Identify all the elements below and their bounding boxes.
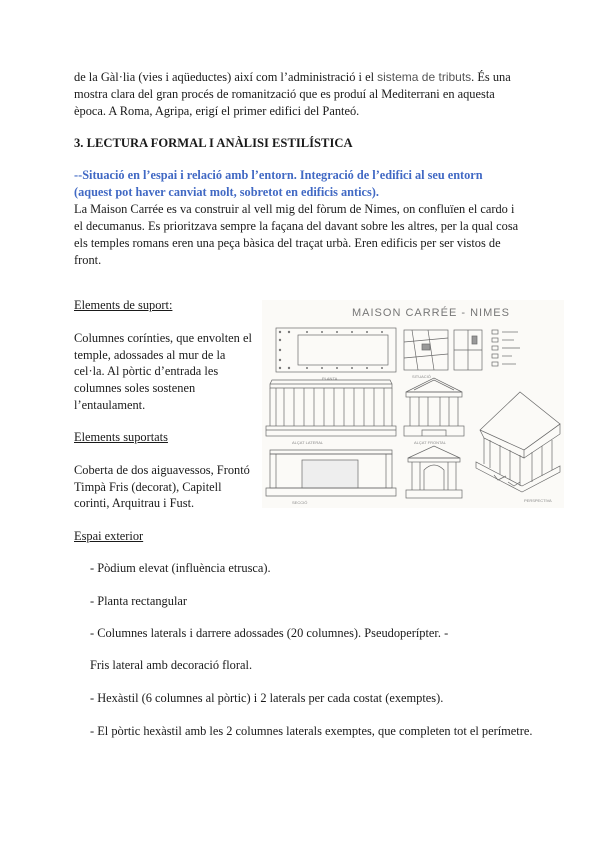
intro-line-1-end: . És una: [471, 70, 511, 84]
plan-drawing: [276, 328, 396, 381]
intro-tributs-text: sistema de tributs: [377, 70, 472, 84]
label-section: SECCIÓ: [292, 500, 308, 505]
situacio-body-line-4: front.: [74, 253, 102, 267]
drawings-svg: [262, 300, 564, 508]
label-site: SITUACIÓ: [412, 374, 431, 379]
suportats-line-2: Timpà Fris (decorat), Capitell: [74, 480, 222, 494]
intro-line-1-text: de la Gàl·lia (vies i aqüeductes) així com l’administració i el: [74, 70, 378, 84]
exterior-item-1: - Pòdium elevat (influència etrusca).: [90, 561, 271, 575]
legend-drawing: [492, 330, 520, 366]
exterior-title: Espai exterior: [74, 529, 144, 543]
suport-line-2: temple, adossades al mur de la: [74, 348, 226, 362]
exterior-item-2: - Planta rectangular: [90, 594, 188, 608]
section-drawing: [266, 450, 396, 505]
suport-line-1: Columnes corínties, que envolten el: [74, 331, 252, 345]
situacio-heading-line-2: (aquest pot haver canviat molt, sobretot en edificis antics).: [74, 185, 379, 199]
intro-line-3: època. A Roma, Agripa, erigí el primer edifici del Panteó.: [74, 104, 360, 118]
suport-line-4: columnes soles sostenen: [74, 381, 196, 395]
label-persp: PERSPECTIVA: [524, 498, 552, 503]
front-elevation-drawing: [404, 378, 464, 445]
suport-line-5: l’entaulament.: [74, 398, 146, 412]
perspective-drawing: [476, 392, 560, 503]
exterior-item-5: - Hexàstil (6 columnes al pòrtic) i 2 laterals per cada costat (exemptes).: [90, 691, 444, 705]
suportats-line-3: corinti, Arquitrau i Fust.: [74, 496, 195, 510]
section-3-heading: 3. LECTURA FORMAL I ANÀLISI ESTILÍSTICA: [74, 136, 353, 150]
exterior-item-6: - El pòrtic hexàstil amb les 2 columnes laterals exemptes, que completen tot el perímetre.: [90, 724, 533, 738]
suport-line-3: cel·la. Al pòrtic d’entrada les: [74, 364, 219, 378]
exterior-item-3: - Columnes laterals i darrere adossades (20 columnes). Pseudoperípter. -: [90, 626, 449, 640]
intro-line-2: mostra clara del gran procés de romanització que es produí al Mediterrani en aquesta: [74, 87, 495, 101]
situacio-body-line-1: La Maison Carrée es va construir al vell mig del fòrum de Nimes, on confluïen el cardo i: [74, 202, 515, 216]
label-front: ALÇAT FRONTAL: [414, 440, 447, 445]
suportats-line-1: Coberta de dos aiguavessos, Frontó: [74, 463, 250, 477]
label-plan: PLANTA: [322, 376, 338, 381]
situacio-heading-line-1: --Situació en l’espai i relació amb l’entorn. Integració de l’edifici al seu entorn: [74, 168, 483, 182]
maison-carree-drawings: [262, 300, 564, 508]
intro-line-1: [74, 69, 511, 86]
suport-title: Elements de suport:: [74, 298, 173, 312]
site-map-drawing: [404, 330, 482, 379]
exterior-item-4: Fris lateral amb decoració floral.: [90, 658, 253, 672]
front-section-drawing: [406, 446, 462, 498]
figure-title: MAISON CARRÉE - NIMES: [352, 307, 510, 319]
situacio-body-line-2: el decumanus. Es prioritzava sempre la façana del davant sobre les altres, per la qual cosa: [74, 219, 519, 233]
label-side: ALÇAT LATERAL: [292, 440, 324, 445]
suportats-title: Elements suportats: [74, 430, 168, 444]
side-elevation-drawing: [266, 380, 396, 445]
situacio-body-line-3: els temples romans eren una peça bàsica del traçat urbà. Eren edificis per ser vistos de: [74, 236, 501, 250]
